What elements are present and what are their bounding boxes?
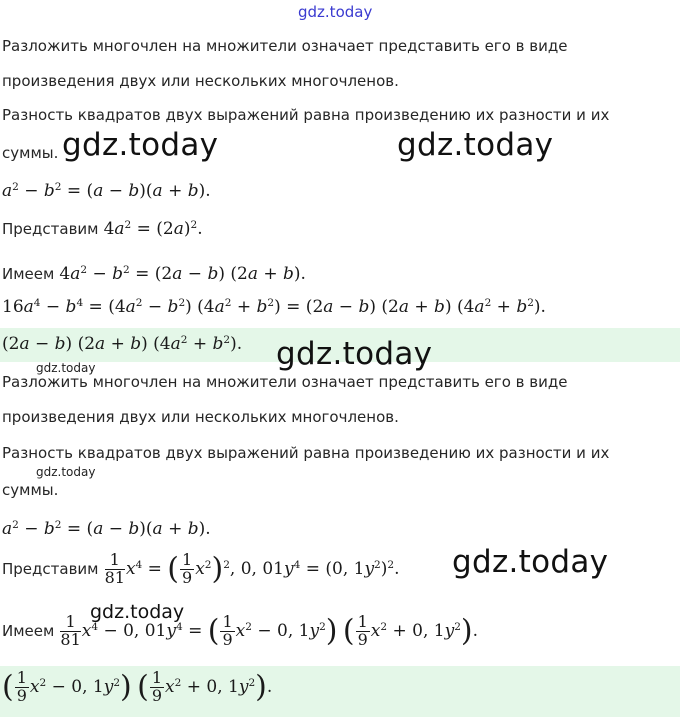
formula-represent-1: $4a^2 = (2a)^2$. [103, 219, 203, 239]
paragraph-difference-squares-line2-2: суммы. [2, 481, 59, 499]
formula-difference-of-squares-2: $a^2 - b^2 = (a - b)(a + b)$. [2, 519, 211, 539]
have-label-2: Имеем [2, 621, 55, 640]
line-have-1 [2, 264, 306, 284]
formula-answer-1: (2a − b) (2a + b) $(4a^2 + b^2)$. [2, 334, 243, 354]
formula-represent-2: $\frac{1}{81}$ $x^4$ = ( $\frac{1}{9}$ $x^2)^2$, 0, $01y^4 = (0$, $1y^2)^2$. [104, 550, 400, 587]
formula-expansion-1: $16a^4 - b^4 = (4a^2 - b^2) (4a^2 + b^2) = (2a - b) (2a + b) (4a^2 + b^2)$. [2, 297, 546, 317]
formula-have-1: $4a^2 - b^2 = (2a - b) (2a + b)$. [59, 264, 306, 284]
have-label: Имеем [2, 265, 55, 283]
represent-label: Представим [2, 220, 99, 238]
line-represent-1 [2, 219, 203, 239]
represent-label-2: Представим [2, 559, 99, 578]
watermark-medium-1: gdz.today [90, 601, 185, 623]
paragraph-factoring-line1-2: Разложить многочлен на множители означает представить его в виде [2, 373, 568, 391]
watermark-small-2: gdz.today [36, 465, 96, 479]
paragraph-factoring-line2-2: произведения двух или нескольких многочленов. [2, 408, 399, 426]
paragraph-difference-squares-line2: суммы. [2, 144, 59, 162]
watermark-top: gdz.today [298, 3, 373, 21]
paragraph-difference-squares-line1-2: Разность квадратов двух выражений равна произведению их разности и их [2, 444, 610, 462]
paragraph-factoring-line2: произведения двух или нескольких многочленов. [2, 72, 399, 90]
line-represent-2 [2, 552, 400, 587]
paragraph-factoring-line1: Разложить многочлен на множители означает представить его в виде [2, 37, 568, 55]
watermark-small-1: gdz.today [36, 361, 96, 375]
watermark-big-2: gdz.today [397, 127, 554, 163]
watermark-big-1: gdz.today [62, 127, 219, 163]
line-have-2 [2, 614, 478, 649]
paragraph-difference-squares-line1: Разность квадратов двух выражений равна произведению их разности и их [2, 106, 610, 124]
watermark-big-4: gdz.today [452, 544, 609, 580]
formula-have-2: $\frac{1}{81}$ $x^4 - 0$, $01y^4$ = ( $\frac{1}{9}$ $x^2 - 0$, $1y^2$) ( $\frac{1}{9}$ $x^2 + 0$, $1y^2$). [60, 612, 479, 649]
formula-answer-2: ( $\frac{1}{9}$ $x^2 - 0$, $1y^2$) ( $\frac{1}{9}$ $x^2 + 0$, $1y^2$). [2, 668, 273, 705]
watermark-big-3: gdz.today [276, 336, 433, 372]
formula-difference-of-squares: $a^2 - b^2 = (a - b)(a + b)$. [2, 181, 211, 201]
